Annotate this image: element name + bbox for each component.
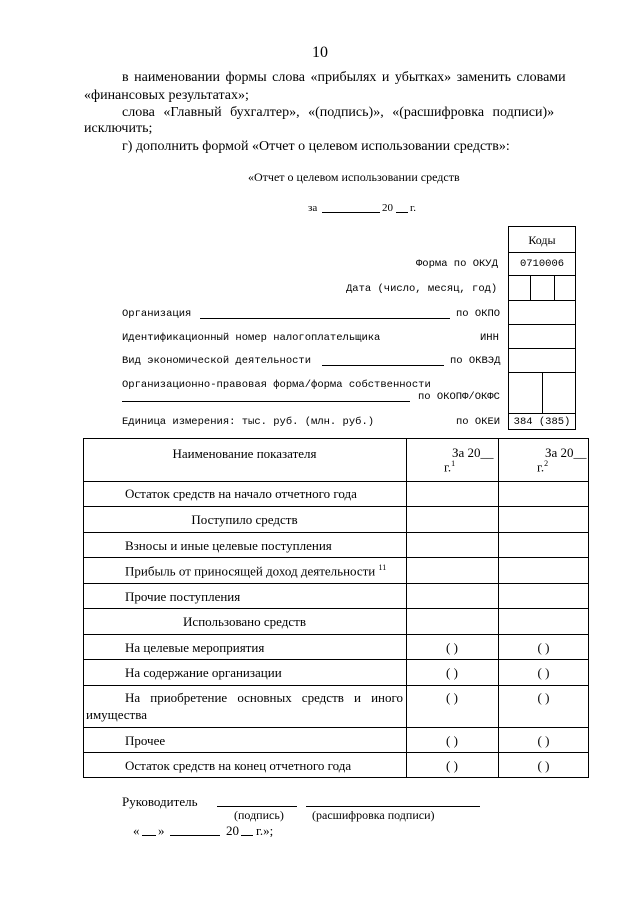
value-cell: ( ) [446,640,458,655]
activity-label: Вид экономической деятельности [122,355,312,367]
value-cell: ( ) [446,690,458,705]
value-cell: ( ) [537,665,550,680]
decode-line [306,806,480,807]
okopf-label: по ОКОПФ/ОКФС [418,391,500,403]
col1-head: За 20__ [452,445,494,460]
okei-code: 384 (385) [513,416,571,428]
legal-form-label: Организационно-правовая форма/форма собственности [122,379,431,391]
header-name: Наименование показателя [172,446,317,461]
table-row-label: Взносы и иные целевые поступления [125,538,332,553]
date-year: 20 [226,823,239,838]
sign-caption: (подпись) [234,808,284,822]
value-cell: ( ) [446,758,458,773]
signature-line [217,806,297,807]
period-suffix: г. [410,202,417,214]
page-number: 10 [312,44,328,61]
date-close-quote: » [158,823,165,838]
date-year-line [241,835,253,836]
activity-input-line [322,365,444,366]
inn-label: Идентификационный номер налогоплательщика [122,332,381,344]
date-open-quote: « [133,823,140,838]
value-cell: ( ) [537,640,550,655]
col2-head: За 20__ [545,445,587,460]
date-day-line [142,835,156,836]
okud-code: 0710006 [519,258,565,270]
paragraph-1-line-2: «финансовых результатах»; [84,88,249,103]
org-input-line [200,318,450,319]
head-label: Руководитель [122,794,198,809]
table-row-label-cont: имущества [86,707,147,722]
value-cell: ( ) [446,733,458,748]
org-label: Организация [122,308,192,320]
value-cell: ( ) [537,733,550,748]
table-row-label: Прочее [125,733,166,748]
table-row-label: Остаток средств на начало отчетного года [125,486,357,501]
date-month-line [170,835,220,836]
form-title: «Отчет о целевом использовании средств [248,170,460,184]
table-row-label: Остаток средств на конец отчетного года [125,758,352,773]
decode-caption: (расшифровка подписи) [312,808,435,822]
paragraph-2-line-2: исключить; [84,121,153,136]
paragraph-1-line-1: в наименовании формы слова «прибылях и убытках» заменить словами [122,70,566,85]
date-label: Дата (число, месяц, год) [346,283,498,295]
table-row-label: На приобретение основных средств и иного [125,690,403,705]
table-row-label: На целевые мероприятия [125,640,265,655]
okei-label: по ОКЕИ [456,416,501,428]
table-row-label: Прибыль от приносящей доход деятельности $^{11}$ [125,563,387,579]
period-prefix: за [308,202,318,214]
date-suffix: г.»; [256,823,274,838]
value-cell: ( ) [537,758,550,773]
inn-code-label: ИНН [480,332,499,344]
table-row-label: Использовано средств [183,614,306,629]
col1-sub: г.$^1$ [444,459,456,475]
table-row-label: Поступило средств [191,512,298,527]
period-blank-2 [396,212,408,213]
okpo-label: по ОКПО [456,308,501,320]
paragraph-3: г) дополнить формой «Отчет о целевом использовании средств»: [122,139,510,154]
table-row-label: Прочие поступления [125,589,241,604]
codes-header: Коды [528,233,556,247]
value-cell: ( ) [537,690,550,705]
value-cell: ( ) [446,665,458,680]
okved-label: по ОКВЭД [450,355,501,367]
paragraph-2-line-1: слова «Главный бухгалтер», «(подпись)», «(расшифровка подписи)» [122,105,555,120]
period-blank-1 [322,212,380,213]
table-row-label: На содержание организации [125,665,282,680]
col2-sub: г.$^2$ [537,459,549,475]
okud-label: Форма по ОКУД [416,258,498,270]
unit-label: Единица измерения: тыс. руб. (млн. руб.) [122,416,375,428]
period-year: 20 [382,202,393,214]
legal-form-input-line [122,401,410,402]
